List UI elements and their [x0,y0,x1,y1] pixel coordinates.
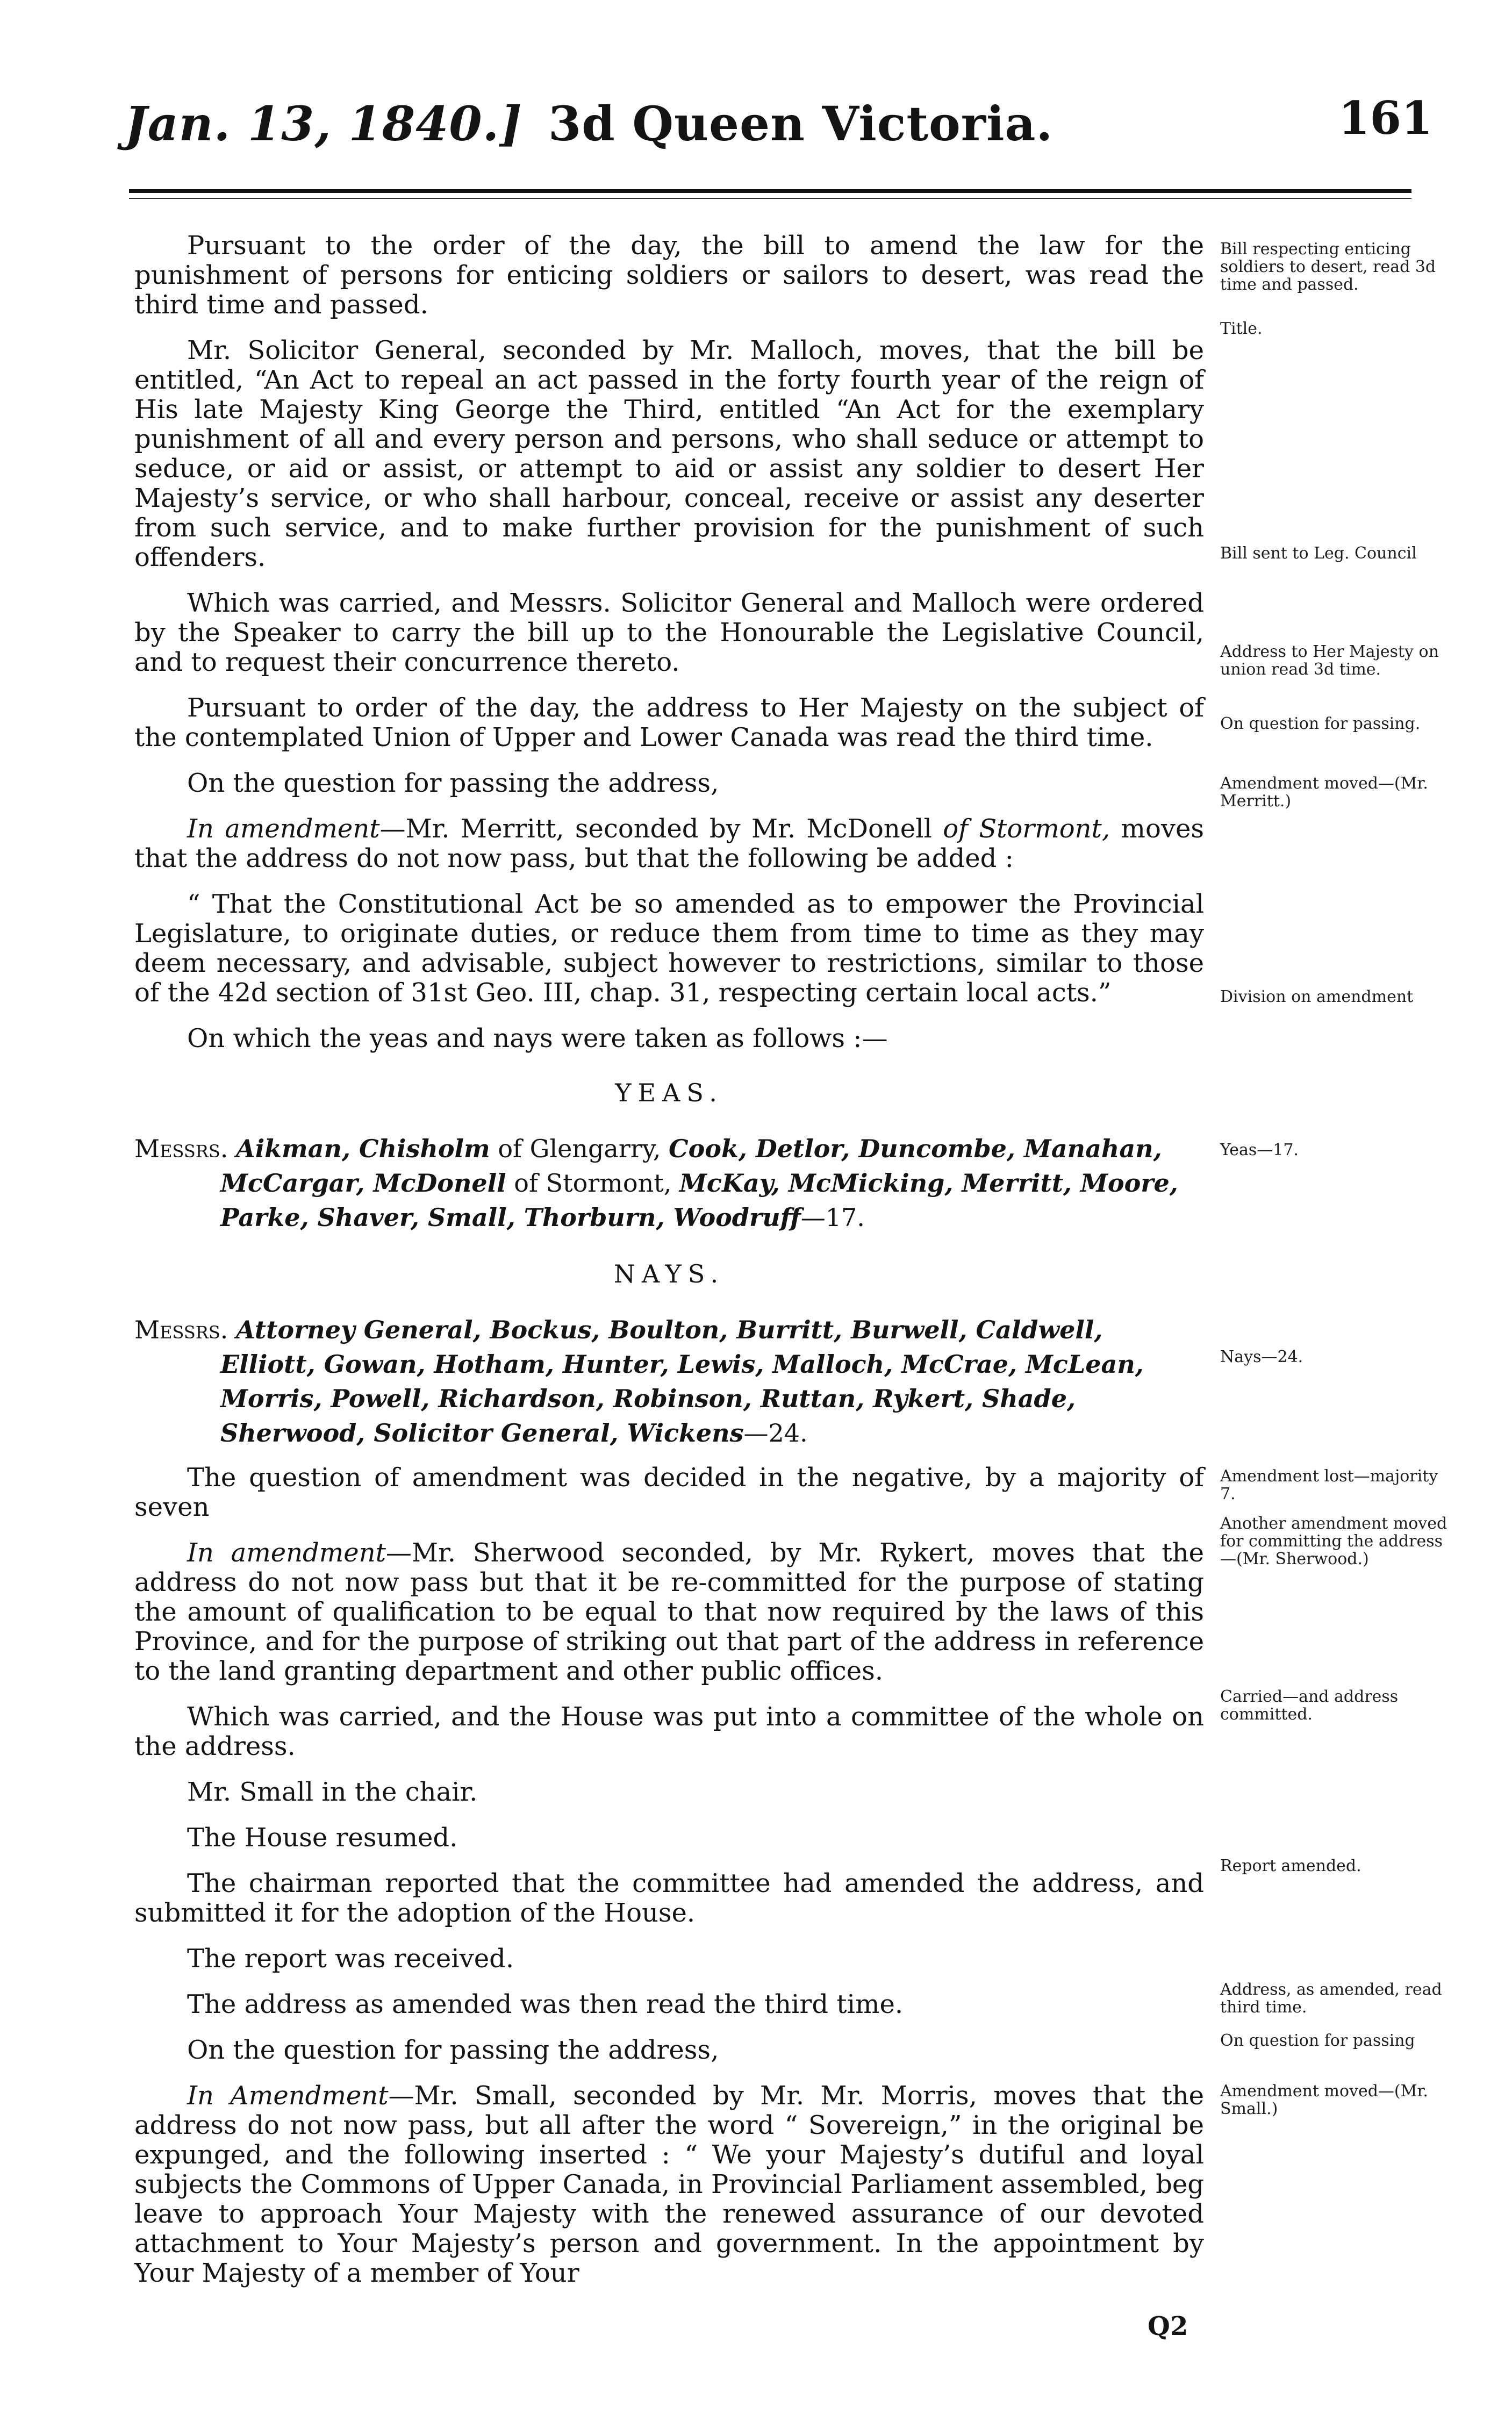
paragraph-bill-sent: Which was carried, and Messrs. Solicitor General and Malloch were ordered by the Speaker to carry the bill up to the Honourable the Legislative Council, and to request their concurrence thereto. [134,588,1204,677]
header-rule-thin [129,198,1411,199]
header-date: Jan. 13, 1840.] [125,96,522,152]
margin-note-division: Division on amendment [1220,987,1414,1006]
yeas-names-2: Cook, Detlor, Duncombe, Manahan, McCargar, McDonell [220,1134,1162,1198]
paragraph-merritt-amendment [134,814,1204,873]
nays-heading: NAYS. [613,1259,725,1288]
small-text: —Mr. Small, seconded by Mr. Mr. Morris, moves that the address do not now pass, but all after the word “ Sovereign,” in the original be expunged, and the following inserted : “ We your Majesty’s dutiful and loyal subjects the Commons of Upper Canada, in Provincial Parliament assembled, beg leave to approach Your Majesty with the renewed assurance of our devoted attachment to Your Majesty’s person and government. In the appointment by Your Majesty of a member of Your [134,2081,1205,2288]
margin-note-nays: Nays—24. [1220,1348,1303,1366]
paragraph-constitutional-act-quote: “ That the Constitutional Act be so amended as to empower the Provincial Legislature, to originate duties, or reduce them from time to time as they may deem necessary, and advisable, subject however to restrictions, similar to those of the 42d section of 31st Geo. III, chap. 31, respecting certain local acts.” [134,889,1204,1008]
yeas-plain-1: of Glengarry, [490,1134,669,1163]
amendment-text-b: moves that the address do not now pass, but that the following be added : [134,814,1204,873]
page-number: 161 [1338,91,1433,145]
margin-note-bill-passed: Bill respecting enticing soldiers to desert, read 3d time and passed. [1220,240,1436,294]
amendment-text-a: —Mr. Merritt, seconded by Mr. McDonell [379,814,943,844]
paragraph-amendment-lost: The question of amendment was decided in the negative, by a majority of seven [134,1463,1204,1522]
yeas-plain-2: of Stormont, [506,1169,679,1198]
paragraph-address-third-reading: Pursuant to order of the day, the address to Her Majesty on the subject of the contemplated Union of Upper and Lower Canada was read the third time. [134,693,1204,753]
yeas-names-1: Aikman, Chisholm [236,1134,490,1163]
sherwood-lead: In amendment [187,1538,386,1568]
margin-note-report-amended: Report amended. [1220,1857,1361,1875]
yeas-names-3: McKay, McMicking, Merritt, Moore, Parke, Shaver, Small, Thorburn, Woodruff [220,1169,1178,1232]
paragraph-sherwood-amendment [134,1538,1204,1686]
nays-count: —24. [743,1418,808,1448]
margin-note-amendment-lost: Amendment lost—majority 7. [1220,1467,1438,1503]
amendment-text-em: of Stormont, [943,814,1110,844]
nays-label: Messrs. [134,1315,228,1344]
paragraph-small-amendment [134,2081,1204,2288]
margin-note-another-amendment: Another amendment moved for committing the address—(Mr. Sherwood.) [1220,1514,1447,1568]
paragraph-committee: Which was carried, and the House was put into a committee of the whole on the address. [134,1702,1204,1761]
header-title: 3d Queen Victoria. [548,96,1054,152]
paragraph-report-received: The report was received. [187,1944,514,1974]
small-lead: In Amendment [187,2081,389,2111]
margin-note-address-amended: Address, as amended, read third time. [1220,1980,1442,2017]
paragraph-chair: Mr. Small in the chair. [187,1777,478,1807]
nays-list [134,1313,1204,1450]
sherwood-text: —Mr. Sherwood seconded, by Mr. Rykert, moves that the address do not now pass but that it be re-committed for the purpose of stating the amount of qualification to be equal to that now required by the laws of this Province, and for the purpose of striking out that part of the address in reference to the land granting department and other public offices. [134,1538,1205,1686]
paragraph-yeas-nays-intro: On which the yeas and nays were taken as follows :— [187,1023,888,1054]
margin-note-amendment-small: Amendment moved—(Mr. Small.) [1220,2082,1428,2118]
margin-note-address-read: Address to Her Majesty on union read 3d time. [1220,642,1439,679]
margin-note-title: Title. [1220,319,1263,338]
margin-note-question-passing-2: On question for passing [1220,2031,1415,2050]
body-text [134,231,1204,2304]
margin-note-amendment-merritt: Amendment moved—(Mr. Merritt.) [1220,774,1428,811]
yeas-list [134,1131,1204,1235]
paragraph-house-resumed: The House resumed. [187,1823,458,1853]
yeas-label: Messrs. [134,1134,228,1163]
paragraph-chairman-report: The chairman reported that the committee had amended the address, and submitted it for the adoption of the House. [134,1868,1204,1928]
amendment-lead: In amendment [187,814,380,844]
paragraph-question-passing: On the question for passing the address, [187,768,719,798]
margin-note-question-passing: On question for passing. [1220,714,1421,733]
paragraph-bill-third-reading: Pursuant to the order of the day, the bill to amend the law for the punishment of persons for enticing soldiers or sailors to desert, was read the third time and passed. [134,231,1204,320]
paragraph-title-motion: Mr. Solicitor General, seconded by Mr. Malloch, moves, that the bill be entitled, “An Act to repeal an act passed in the forty fourth year of the reign of His late Majesty King George the Third, entitled “An Act for the exemplary punishment of all and every person and persons, who shall seduce or attempt to seduce, or aid or assist, or attempt to aid or assist any soldier to desert Her Majesty’s service, or who shall harbour, conceal, receive or assist any deserter from such service, and to make further provision for the punishment of such offenders. [134,335,1204,572]
yeas-heading: YEAS. [615,1078,723,1107]
signature-mark: Q2 [1148,2311,1188,2341]
paragraph-address-amended-read: The address as amended was then read the third time. [187,1989,904,2019]
header-rule-thick [129,189,1411,193]
margin-note-yeas: Yeas—17. [1220,1141,1299,1159]
yeas-count: —17. [800,1203,865,1232]
margin-note-carried-committed: Carried—and address committed. [1220,1687,1399,1724]
margin-note-leg-council: Bill sent to Leg. Council [1220,544,1417,563]
paragraph-question-passing-2: On the question for passing the address, [187,2035,719,2065]
nays-names: Attorney General, Bockus, Boulton, Burritt, Burwell, Caldwell, Elliott, Gowan, Hotham, Hunter, Lewis, Malloch, McCrae, McLean, Morris, Powell, Richardson, Robinson, Ruttan, Rykert, Shade, Sherwood, Solicitor General, Wickens [220,1315,1144,1448]
